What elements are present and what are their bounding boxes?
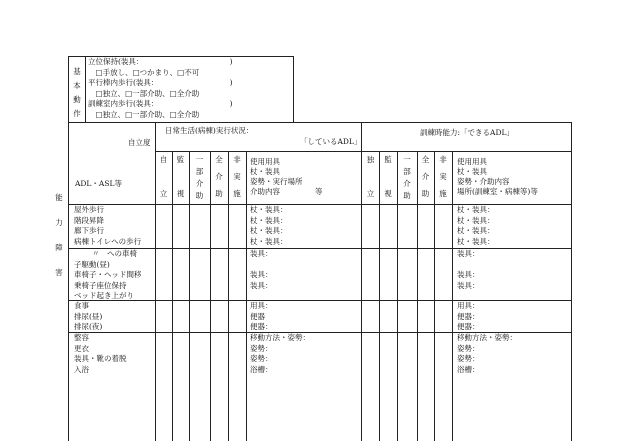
training-detail-field: 浴槽： — [457, 364, 480, 374]
daily-detail-field: 便器 — [250, 311, 265, 321]
kihon-line: 訓練室内歩行(装具： ) — [88, 99, 233, 108]
check-column-label: 施 — [233, 189, 241, 198]
left-check-col-line — [246, 151, 247, 441]
noryoku-label-char: 害 — [55, 268, 63, 277]
doing-adl-label: 「しているADL」 — [300, 137, 362, 146]
check-column-label: 助 — [195, 191, 204, 200]
jiritsudo-label: 自立度 — [128, 138, 151, 147]
adl-item-label: 〃 への車椅 — [92, 249, 137, 258]
kihon-right-border — [293, 56, 294, 122]
adl-item-label: 更衣 — [74, 343, 89, 353]
adl-item-label: 子駆動(昼) — [74, 259, 110, 269]
left-description-line: 使用用具 — [250, 157, 280, 166]
daily-detail-field: 装具： — [250, 280, 273, 290]
check-column-label: 独 — [366, 155, 375, 164]
adl-item-label: 屋外歩行 — [74, 205, 104, 214]
check-column-label: 介 — [195, 179, 204, 188]
daily-detail-field: 姿勢： — [250, 343, 273, 353]
check-column-label: 視 — [384, 189, 392, 198]
training-detail-field: 杖・装具： — [457, 236, 495, 246]
check-column-label: 助 — [215, 189, 223, 198]
adl-item-label: 入浴 — [74, 364, 89, 374]
training-detail-field: 装具： — [457, 270, 480, 279]
noryoku-label-char: 能 — [55, 193, 63, 202]
training-detail-field: 便器： — [457, 311, 480, 321]
left-description-line: 杖・装具 — [250, 167, 280, 176]
check-column-label: 実 — [439, 172, 447, 181]
check-column-label: 実 — [233, 172, 241, 181]
group-row-line — [68, 204, 572, 205]
adl-item-label: 食事 — [74, 301, 89, 310]
check-column-label: 立 — [159, 189, 168, 198]
left-description-tail: 等 — [315, 187, 323, 196]
check-column-label: 部 — [403, 167, 411, 176]
daily-detail-field: 装具： — [250, 249, 273, 258]
adl-item-label: 階段昇降 — [74, 215, 104, 225]
header-subrow-line — [155, 151, 571, 152]
training-detail-field: 杖・装具： — [457, 205, 495, 214]
kihon-label-divider — [85, 56, 86, 122]
check-column-label: 非 — [233, 155, 241, 164]
training-detail-field: 姿勢： — [457, 354, 480, 363]
check-column-label: 助 — [421, 189, 430, 198]
kihon-line: □手放し、□つかまり、□不可 — [88, 67, 200, 77]
kihon-line: □独立、□一部介助、□全介助 — [88, 88, 200, 98]
training-detail-field: 装具： — [457, 280, 480, 290]
daily-detail-field: 杖・装具： — [250, 236, 288, 246]
adl-item-label: 病棟トイレへの歩行 — [74, 236, 142, 246]
kihon-label-char: 動 — [73, 95, 81, 104]
daily-detail-field: 移動方法・姿勢： — [250, 333, 310, 342]
check-column-label: 部 — [195, 167, 204, 176]
check-column-label: 一 — [403, 155, 411, 164]
check-column-label: 一 — [195, 155, 204, 164]
daily-status-title: 日常生活(病棟)実行状況： — [165, 126, 254, 135]
kihon-label-char: 作 — [73, 109, 81, 118]
items-divider — [155, 122, 156, 441]
daily-training-divider — [361, 122, 362, 441]
right-description-line: 姿勢・介助内容 — [457, 177, 510, 186]
group-row-line — [68, 248, 572, 249]
check-column-label: 視 — [176, 189, 185, 198]
table-left-border — [68, 122, 69, 441]
adl-item-label: 廊下歩行 — [74, 226, 104, 235]
daily-detail-field: 杖・装具： — [250, 215, 288, 225]
adl-item-label: 排尿(夜) — [74, 322, 103, 331]
adl-item-label: 車椅子・ヘッド間移 — [74, 270, 142, 279]
table-top-border — [68, 122, 572, 123]
check-column-label: 立 — [366, 189, 375, 198]
training-detail-field: 用具： — [457, 301, 480, 310]
check-column-label: 監 — [176, 155, 185, 164]
check-column-label: 監 — [384, 155, 392, 164]
kihon-left-border — [68, 56, 69, 122]
daily-detail-field: 姿勢： — [250, 354, 273, 363]
adl-asl-label: ADL・ASL等 — [75, 179, 122, 188]
check-column-label: 非 — [439, 155, 447, 164]
adl-item-label: ベッド起き上がり — [74, 291, 134, 300]
adl-item-label: 装具・靴の着脱 — [74, 354, 127, 363]
kihon-line: 立位保持(装具： ) — [88, 57, 233, 66]
check-column-label: 自 — [159, 155, 168, 164]
kihon-line: 平行棒内歩行(装具： ) — [88, 78, 233, 87]
daily-detail-field: 浴槽： — [250, 364, 273, 374]
right-description-line: 杖・装具 — [457, 167, 487, 176]
adl-item-label: 排尿(昼) — [74, 311, 103, 321]
daily-detail-field: 杖・装具： — [250, 205, 288, 214]
noryoku-label-char: 力 — [55, 218, 63, 227]
adl-item-label: 整容 — [74, 333, 89, 342]
daily-detail-field: 用具： — [250, 301, 273, 310]
table-right-border — [571, 122, 572, 441]
left-description-line: 姿勢・実行場所 — [250, 177, 303, 186]
training-detail-field: 杖・装具： — [457, 215, 495, 225]
kihon-line: □独立、□一部介助、□全介助 — [88, 109, 200, 119]
group-row-line — [68, 300, 572, 301]
check-column-label: 全 — [215, 155, 223, 164]
right-check-col-line — [452, 151, 453, 441]
check-column-label: 全 — [421, 155, 430, 164]
daily-detail-field: 装具： — [250, 270, 273, 279]
daily-detail-field: 便器： — [250, 322, 273, 331]
can-do-adl-title: 訓練時能力:「できるADL」 — [420, 128, 514, 137]
adl-item-label: 乗椅子座位保持 — [74, 280, 127, 290]
training-detail-field: 姿勢： — [457, 343, 480, 353]
check-column-label: 介 — [215, 172, 223, 181]
right-description-line: 使用用具 — [457, 157, 487, 166]
check-column-label: 介 — [403, 179, 411, 188]
right-description-line: 場所(訓練室・病棟等)等 — [457, 187, 538, 196]
training-detail-field: 移動方法・姿勢： — [457, 333, 517, 342]
check-column-label: 助 — [403, 191, 411, 200]
daily-detail-field: 杖・装具： — [250, 226, 288, 235]
training-detail-field: 便器： — [457, 322, 480, 331]
training-detail-field: 装具： — [457, 249, 480, 258]
noryoku-label-char: 障 — [55, 243, 63, 252]
training-detail-field: 杖・装具： — [457, 226, 495, 235]
kihon-label-char: 本 — [73, 81, 81, 90]
check-column-label: 介 — [421, 172, 430, 181]
check-column-label: 施 — [439, 189, 447, 198]
kihon-label-char: 基 — [73, 67, 81, 76]
left-description-line: 介助内容 — [250, 187, 280, 196]
